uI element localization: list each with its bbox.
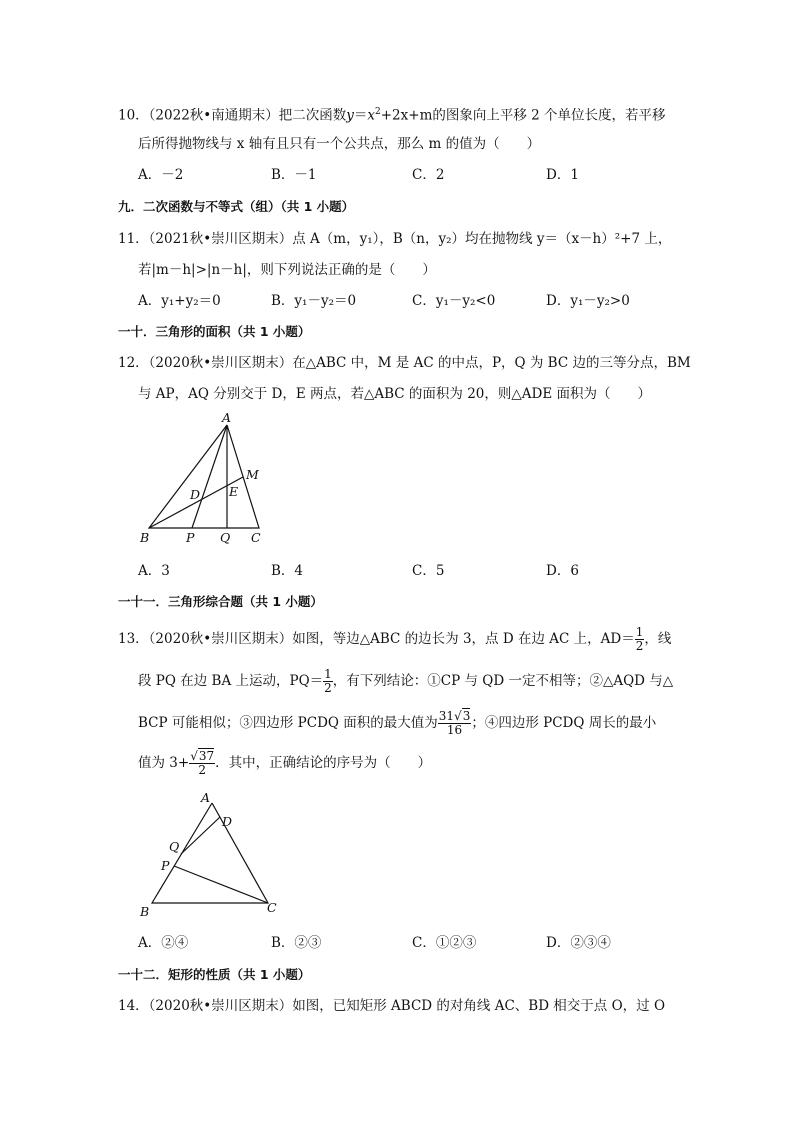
q12-label-q: Q	[220, 530, 231, 545]
q13-fraction-area-radicand: 3	[462, 709, 471, 723]
q11-option-b[interactable]: B．y₁－y₂＝0	[271, 293, 357, 309]
q13-fraction-ad-den: 2	[635, 639, 644, 653]
q11-line2: 若|m－h|>|n－h|，则下列说法正确的是（ ）	[138, 262, 436, 278]
q12-label-p: P	[186, 530, 195, 545]
q10-line1-b: 的图象向上平移 2 个单位长度，若平移	[432, 107, 666, 124]
section-11-heading: 一十一．三角形综合题（共 1 小题）	[118, 594, 323, 609]
q12-label-c: C	[251, 530, 261, 545]
q10-func-eq: ＝	[353, 107, 368, 124]
q13-fraction-perimeter-den: 2	[198, 763, 206, 777]
q13-fraction-area-coef: 31	[438, 709, 455, 723]
q12-segment-am-ap	[192, 425, 227, 528]
q12-option-b[interactable]: B．4	[271, 563, 304, 579]
q13-option-b[interactable]: B．②③	[271, 935, 322, 951]
q13-segment-pc	[174, 866, 268, 903]
q10-square: 2	[375, 107, 381, 117]
q13-line1	[118, 626, 671, 653]
q12-triangle-abc	[149, 425, 259, 528]
q13-fraction-ad	[635, 626, 645, 653]
q13-option-d[interactable]: D．②③④	[546, 935, 611, 951]
q10-func-y: y	[346, 107, 354, 124]
q13-line1-b: ，线	[644, 631, 672, 647]
q13-fraction-perimeter-num: √37	[190, 749, 215, 763]
q10-line1	[118, 103, 666, 125]
q13-label-q: Q	[169, 839, 180, 854]
q13-label-b: B	[140, 904, 150, 919]
q12-line2: 与 AP，AQ 分别交于 D，E 两点，若△ABC 的面积为 20，则△ADE 面积为（ ）	[138, 386, 651, 402]
q11-option-c[interactable]: C．y₁－y₂<0	[412, 293, 496, 309]
section-10-heading: 一十．三角形的面积（共 1 小题）	[118, 324, 311, 339]
q13-label-c: C	[267, 900, 277, 915]
q10-func-x: x	[367, 107, 376, 124]
q13-fraction-pq-den: 2	[324, 681, 332, 695]
q13-option-c[interactable]: C．①②③	[412, 935, 477, 951]
q12-option-d[interactable]: D．6	[546, 563, 579, 579]
q11-line1: 11．（2021秋•崇川区期末）点 A（m，y₁），B（n，y₂）均在抛物线 y＝（x－h）²+7 上，	[118, 231, 672, 247]
q11-option-d[interactable]: D．y₁－y₂>0	[546, 293, 630, 309]
q14-line1: 14．（2020秋•崇川区期末）如图，已知矩形 ABCD 的对角线 AC、BD 相交于点 O，过 O	[118, 998, 666, 1014]
q12-label-b: B	[140, 530, 150, 545]
q13-fraction-perimeter-radicand: 37	[198, 749, 215, 763]
q13-line2	[138, 668, 673, 695]
q10-option-a[interactable]: A．－2	[138, 167, 184, 183]
q12-label-a: A	[222, 410, 232, 425]
q10-option-b[interactable]: B．－1	[271, 167, 317, 183]
q12-triangle-figure	[130, 410, 280, 550]
q12-label-d: D	[190, 487, 201, 502]
q13-line2-a: 段 PQ 在边 BA 上运动，PQ＝	[138, 673, 324, 689]
q13-line3-b: ；④四边形 PCDQ 周长的最小	[471, 715, 657, 731]
q13-fraction-area-num: 31√3	[438, 709, 471, 723]
q10-option-c[interactable]: C．2	[412, 167, 445, 183]
q13-fraction-area-den: 16	[446, 723, 463, 737]
q13-option-a[interactable]: A．②④	[138, 935, 189, 951]
q12-option-c[interactable]: C．5	[412, 563, 445, 579]
q13-fraction-area	[438, 710, 472, 737]
q12-label-e: E	[229, 484, 239, 499]
q10-line1-a: 10．（2022秋•南通期末）把二次函数	[118, 107, 347, 124]
q10-option-d[interactable]: D．1	[546, 167, 579, 183]
q11-option-a[interactable]: A．y₁+y₂＝0	[138, 293, 221, 309]
q12-label-m: M	[246, 467, 259, 482]
q10-func-rest: +2x+m	[380, 107, 433, 124]
q13-line2-b: ，有下列结论：①CP 与 QD 一定不相等；②△AQD 与△	[332, 673, 674, 689]
q13-label-p: P	[161, 858, 170, 873]
q10-line2: 后所得抛物线与 x 轴有且只有一个公共点，那么 m 的值为（ ）	[138, 136, 541, 152]
q13-fraction-pq	[323, 668, 333, 695]
q13-triangle-figure	[130, 788, 290, 924]
q13-line4-b: ．其中，正确结论的序号为（ ）	[215, 755, 432, 771]
section-12-heading: 一十二．矩形的性质（共 1 小题）	[118, 967, 311, 982]
q13-line1-a: 13．（2020秋•崇川区期末）如图，等边△ABC 的边长为 3，点 D 在边 AC 上，AD＝	[118, 631, 635, 647]
q13-line4	[138, 750, 431, 777]
q13-line3	[138, 710, 656, 737]
q13-label-a: A	[201, 790, 211, 805]
q13-line4-a: 值为 3+	[138, 755, 190, 771]
q12-line1: 12．（2020秋•崇川区期末）在△ABC 中，M 是 AC 的中点，P，Q 为 BC 边的三等分点，BM	[118, 355, 691, 371]
q12-option-a[interactable]: A．3	[138, 563, 170, 579]
section-9-heading: 九．二次函数与不等式（组）（共 1 小题）	[118, 199, 355, 214]
q13-fraction-ad-num: 1	[635, 625, 644, 639]
q13-line3-a: BCP 可能相似；③四边形 PCDQ 面积的最大值为	[138, 715, 438, 731]
q13-fraction-perimeter	[189, 750, 215, 777]
q13-label-d: D	[222, 814, 233, 829]
q13-fraction-pq-num: 1	[324, 667, 332, 681]
